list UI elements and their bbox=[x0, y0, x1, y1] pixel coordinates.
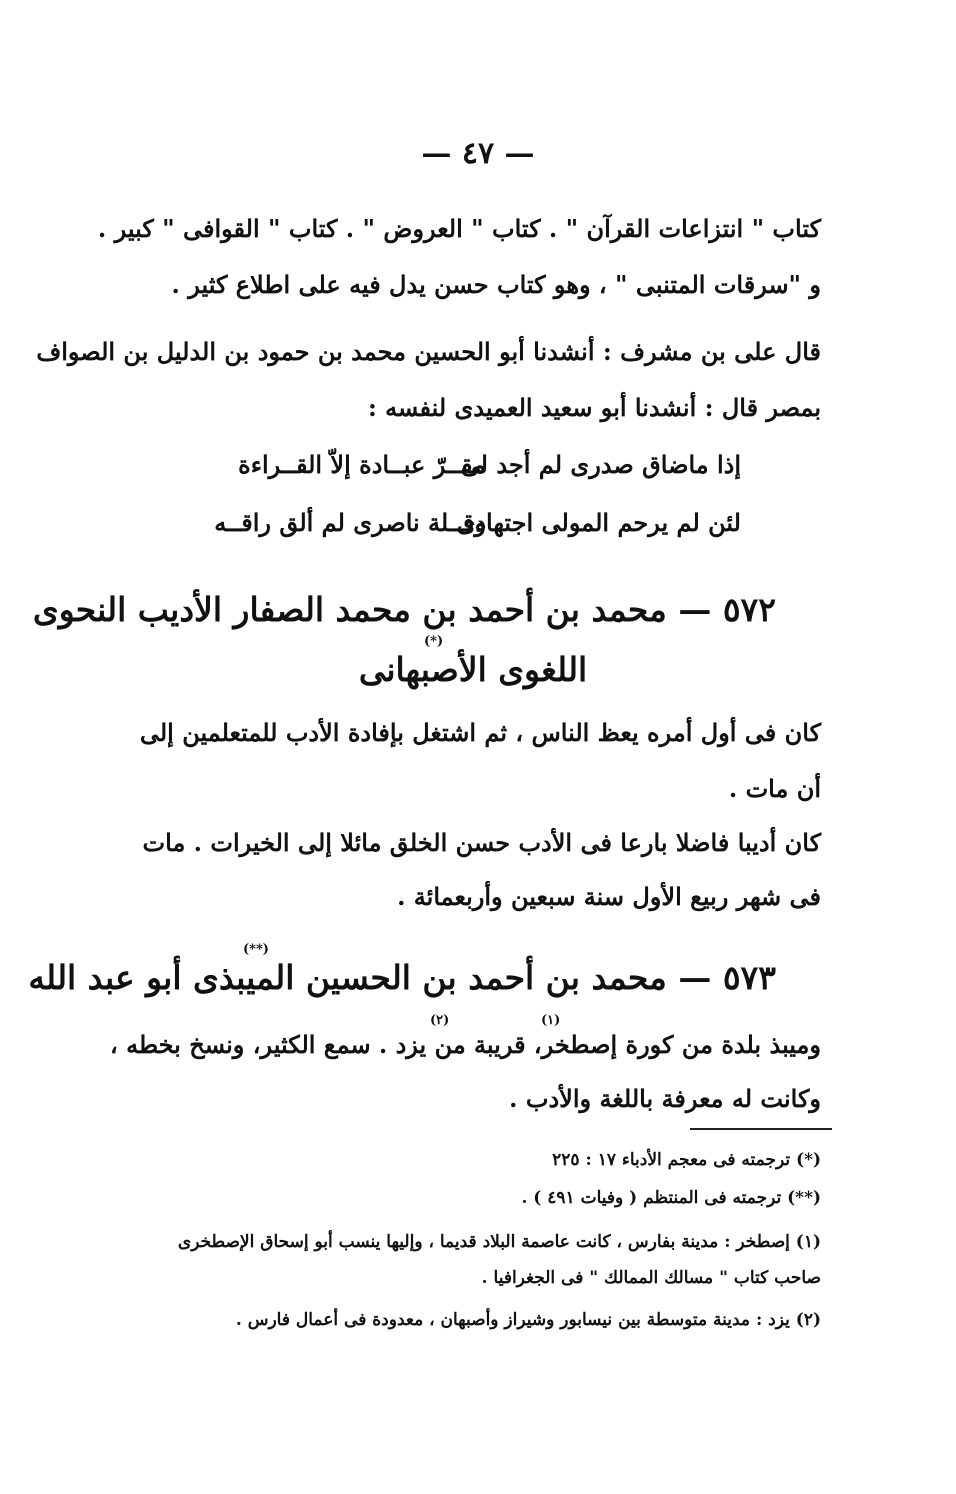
footnote-separator bbox=[690, 1128, 832, 1130]
entry-572-footnote-marker: (*) bbox=[424, 634, 444, 649]
page-number: — ٤٧ — bbox=[421, 136, 535, 171]
poem-verse-2-second-half: وقــلة ناصرى لم ألق راقــه bbox=[214, 508, 486, 537]
narration-line-1: قال على بن مشرف : أنشدنا أبو الحسين محمد بن حمود بن الدليل بن الصواف bbox=[36, 337, 821, 366]
entry-572-para-1-line-2: أن مات . bbox=[728, 774, 821, 803]
footnote-2: (٢) يزد : مدينة متوسطة بين نيسابور وشيراز وأصبهان ، معدودة فى أعمال فارس . bbox=[235, 1310, 821, 1330]
entry-573-footnote-marker: (**) bbox=[243, 942, 269, 957]
footnote-double-star: (**) ترجمته فى المنتظم ( وفيات ٤٩١ ) . bbox=[521, 1188, 821, 1208]
entry-573-heading: ٥٧٣ — محمد بن أحمد بن الحسين الميبذى أبو عبد الله bbox=[28, 958, 776, 997]
intro-line-1: كتاب " انتزاعات القرآن " . كتاب " العروض " . كتاب " القوافى " كبير . bbox=[97, 214, 821, 243]
entry-573-ref-1-marker: (١) bbox=[541, 1013, 561, 1028]
entry-572-para-2-line-1: كان أديبا فاضلا بارعا فى الأدب حسن الخلق مائلا إلى الخيرات . مات bbox=[142, 828, 821, 857]
entry-572-para-2-line-2: فى شهر ربيع الأول سنة سبعين وأربعمائة . bbox=[397, 882, 821, 911]
narration-line-2: بمصر قال : أنشدنا أبو سعيد العميدى لنفسه : bbox=[367, 393, 821, 422]
poem-verse-1-second-half: مقــرّ عبــادة إلاّ القــراءة bbox=[238, 450, 486, 479]
entry-573-para-line-1: وميبذ بلدة من كورة إصطخر، قريبة من يزد . سمع الكثير، ونسخ بخطه ، bbox=[110, 1030, 821, 1059]
entry-573-para-line-2: وكانت له معرفة باللغة والأدب . bbox=[509, 1084, 821, 1113]
footnote-1-line-2: صاحب كتاب " مسالك الممالك " فى الجغرافيا . bbox=[481, 1268, 821, 1288]
poem-verse-1-first-half: إذا ماضاق صدرى لم أجد لى bbox=[460, 450, 741, 479]
footnote-star: (*) ترجمته فى معجم الأدباء ١٧ : ٢٢٥ bbox=[552, 1150, 821, 1170]
entry-572-heading-line-2: اللغوى الأصبهانى bbox=[358, 650, 588, 689]
footnote-1-line-1: (١) إصطخر : مدينة بفارس ، كانت عاصمة البلاد قديما ، وإليها ينسب أبو إسحاق الإصطخرى bbox=[177, 1232, 821, 1252]
entry-572-para-1-line-1: كان فى أول أمره يعظ الناس ، ثم اشتغل بإفادة الأدب للمتعلمين إلى bbox=[139, 718, 821, 747]
poem-verse-2-first-half: لئن لم يرحم المولى اجتهادى bbox=[456, 508, 741, 537]
intro-line-2: و "سرقات المتنبى " ، وهو كتاب حسن يدل فيه على اطلاع كثير . bbox=[171, 270, 821, 299]
entry-572-heading-line-1: ٥٧٢ — محمد بن أحمد بن محمد الصفار الأديب النحوى bbox=[32, 590, 776, 629]
entry-573-ref-2-marker: (٢) bbox=[430, 1013, 450, 1028]
